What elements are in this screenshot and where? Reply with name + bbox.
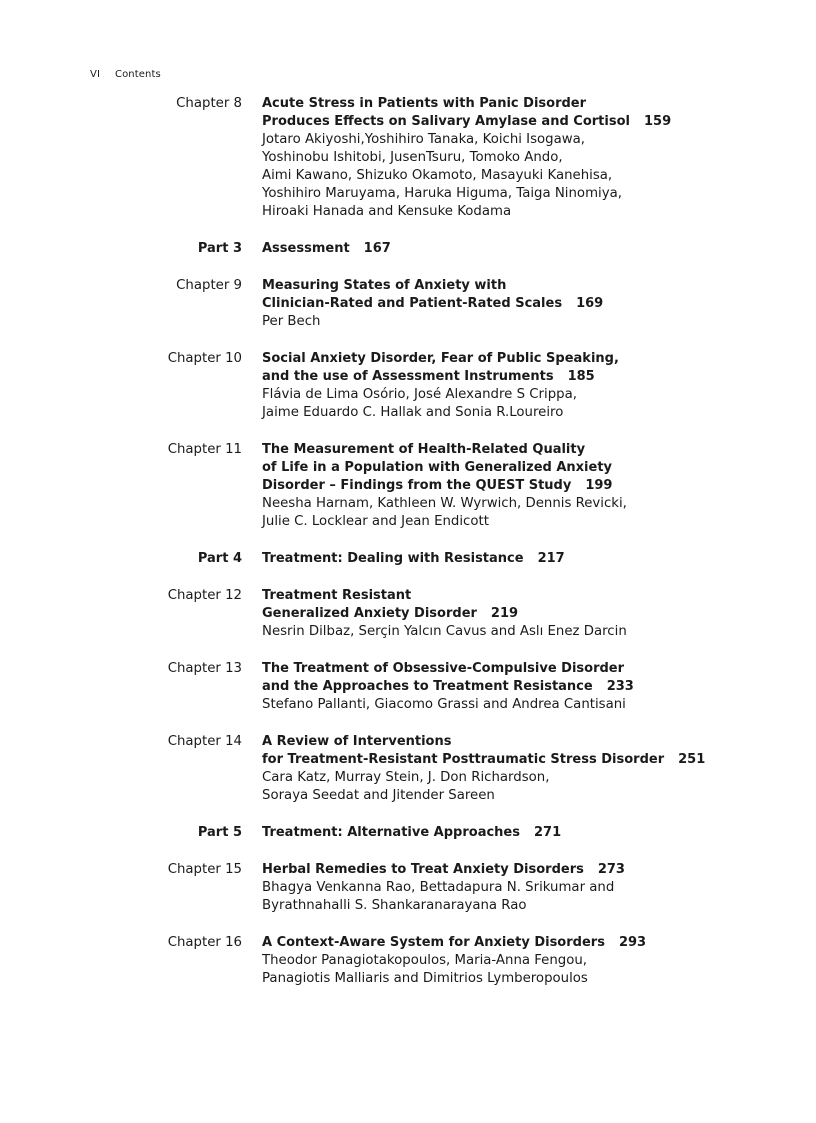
author-line: Nesrin Dilbaz, Serçin Yalcın Cavus and Aslı Enez Darcin — [262, 624, 627, 639]
page-number: 185 — [567, 369, 595, 384]
chapter-title — [262, 587, 732, 623]
title-line — [262, 295, 732, 313]
author-line: Bhagya Venkanna Rao, Bettadapura N. Srikumar and — [262, 880, 615, 895]
page-number: 233 — [606, 679, 634, 694]
part-label: Part 4 — [197, 551, 242, 566]
author-line: Yoshihiro Maruyama, Haruka Higuma, Taiga Ninomiya, — [262, 186, 622, 201]
chapter-title — [262, 277, 732, 313]
author-line: Julie C. Locklear and Jean Endicott — [262, 514, 489, 529]
title-line — [262, 605, 732, 623]
page-number: 167 — [363, 241, 391, 256]
chapter-authors — [262, 696, 732, 714]
author-line: Jaime Eduardo C. Hallak and Sonia R.Loureiro — [262, 405, 564, 420]
toc-chapter-entry — [0, 95, 816, 221]
page-number: 219 — [490, 606, 519, 621]
title-line — [262, 441, 732, 459]
title-line — [262, 95, 732, 113]
chapter-authors — [262, 879, 732, 915]
running-header-title: Contents — [115, 69, 161, 80]
toc-chapter-entry — [0, 660, 816, 714]
entry-content — [262, 350, 732, 422]
author-line: Soraya Seedat and Jitender Sareen — [262, 788, 495, 803]
part-title — [262, 240, 732, 258]
title-text: Produces Effects on Salivary Amylase and Cortisol — [262, 114, 630, 129]
entry-content — [262, 95, 732, 221]
toc-part-entry — [0, 824, 816, 842]
title-text: and the Approaches to Treatment Resistance — [262, 679, 593, 694]
chapter-label: Chapter 16 — [167, 935, 242, 950]
author-line: Stefano Pallanti, Giacomo Grassi and Andrea Cantisani — [262, 697, 626, 712]
chapter-title — [262, 861, 732, 879]
chapter-label: Chapter 9 — [176, 278, 242, 293]
title-line — [262, 751, 732, 769]
entry-content — [262, 824, 732, 842]
entry-content — [262, 733, 732, 805]
page-number: 273 — [597, 862, 625, 877]
author-line: Per Bech — [262, 314, 321, 329]
entry-content — [262, 441, 732, 531]
title-text: Treatment: Dealing with Resistance — [262, 551, 524, 566]
title-line — [262, 240, 732, 258]
author-line: Theodor Panagiotakopoulos, Maria-Anna Fengou, — [262, 953, 588, 968]
toc-chapter-entry — [0, 733, 816, 805]
chapter-authors — [262, 623, 732, 641]
title-text: The Treatment of Obsessive-Compulsive Disorder — [262, 661, 625, 676]
page-number: 199 — [585, 478, 613, 493]
chapter-title — [262, 441, 732, 495]
chapter-authors — [262, 131, 732, 221]
part-label: Part 3 — [197, 241, 242, 256]
title-line — [262, 660, 732, 678]
author-line: Yoshinobu Ishitobi, JusenTsuru, Tomoko Ando, — [262, 150, 563, 165]
chapter-title — [262, 95, 732, 131]
toc-part-entry — [0, 240, 816, 258]
part-title — [262, 550, 732, 568]
title-text: A Review of Interventions — [262, 734, 452, 749]
title-line — [262, 459, 732, 477]
toc-chapter-entry — [0, 277, 816, 331]
author-line: Byrathnahalli S. Shankaranarayana Rao — [262, 898, 527, 913]
title-text: Disorder – Findings from the QUEST Study — [262, 478, 572, 493]
page-number: 169 — [576, 296, 604, 311]
title-text: for Treatment-Resistant Posttraumatic Stress Disorder — [262, 752, 665, 767]
chapter-authors — [262, 495, 732, 531]
title-text: and the use of Assessment Instruments — [262, 369, 554, 384]
chapter-label: Chapter 15 — [167, 862, 242, 877]
chapter-title — [262, 733, 732, 769]
title-text: A Context-Aware System for Anxiety Disorders — [262, 935, 605, 950]
title-line — [262, 934, 732, 952]
entry-content — [262, 861, 732, 915]
title-line — [262, 477, 732, 495]
toc-part-entry — [0, 550, 816, 568]
title-line — [262, 678, 732, 696]
title-line — [262, 277, 732, 295]
title-text: Generalized Anxiety Disorder — [262, 606, 477, 621]
title-line — [262, 861, 732, 879]
part-label: Part 5 — [197, 825, 242, 840]
page-number: 217 — [537, 551, 565, 566]
toc-chapter-entry — [0, 587, 816, 641]
title-line — [262, 350, 732, 368]
chapter-label: Chapter 12 — [167, 588, 242, 603]
author-line: Jotaro Akiyoshi,Yoshihiro Tanaka, Koichi Isogawa, — [262, 132, 586, 147]
chapter-label: Chapter 13 — [167, 661, 242, 676]
author-line: Neesha Harnam, Kathleen W. Wyrwich, Dennis Revicki, — [262, 496, 627, 511]
toc-chapter-entry — [0, 861, 816, 915]
title-text: Measuring States of Anxiety with — [262, 278, 507, 293]
author-line: Aimi Kawano, Shizuko Okamoto, Masayuki Kanehisa, — [262, 168, 613, 183]
author-line: Cara Katz, Murray Stein, J. Don Richardson, — [262, 770, 550, 785]
chapter-title — [262, 350, 732, 386]
chapter-authors — [262, 769, 732, 805]
title-line — [262, 550, 732, 568]
author-line: Panagiotis Malliaris and Dimitrios Lymberopoulos — [262, 971, 588, 986]
title-text: Herbal Remedies to Treat Anxiety Disorders — [262, 862, 584, 877]
title-line — [262, 113, 732, 131]
author-line: Hiroaki Hanada and Kensuke Kodama — [262, 204, 512, 219]
entry-content — [262, 660, 732, 714]
title-text: The Measurement of Health-Related Quality — [262, 442, 586, 457]
entry-content — [262, 587, 732, 641]
part-title — [262, 824, 732, 842]
chapter-label: Chapter 8 — [176, 96, 242, 111]
entry-content — [262, 934, 732, 988]
entry-content — [262, 240, 732, 258]
entry-content — [262, 550, 732, 568]
page-number: 293 — [618, 935, 647, 950]
title-line — [262, 733, 732, 751]
title-line — [262, 587, 732, 605]
title-text: Clinician-Rated and Patient-Rated Scales — [262, 296, 563, 311]
toc-chapter-entry — [0, 350, 816, 422]
chapter-label: Chapter 10 — [167, 351, 242, 366]
title-line — [262, 368, 732, 386]
title-text: Treatment Resistant — [262, 588, 412, 603]
toc-chapter-entry — [0, 441, 816, 531]
chapter-label: Chapter 11 — [167, 442, 242, 457]
author-line: Flávia de Lima Osório, José Alexandre S Crippa, — [262, 387, 577, 402]
title-text: Assessment — [262, 241, 350, 256]
page-number: 159 — [643, 114, 672, 129]
title-text: of Life in a Population with Generalized Anxiety — [262, 460, 613, 475]
table-of-contents — [0, 95, 816, 1007]
toc-chapter-entry — [0, 934, 816, 988]
chapter-authors — [262, 386, 732, 422]
chapter-label: Chapter 14 — [167, 734, 242, 749]
title-text: Social Anxiety Disorder, Fear of Public Speaking, — [262, 351, 619, 366]
chapter-authors — [262, 952, 732, 988]
title-line — [262, 824, 732, 842]
title-text: Treatment: Alternative Approaches — [262, 825, 520, 840]
chapter-title — [262, 660, 732, 696]
running-header — [90, 69, 161, 80]
title-text: Acute Stress in Patients with Panic Disorder — [262, 96, 587, 111]
entry-content — [262, 277, 732, 331]
page-number: 251 — [678, 752, 706, 767]
page-folio: VI — [90, 69, 100, 80]
page-number: 271 — [534, 825, 562, 840]
chapter-authors — [262, 313, 732, 331]
chapter-title — [262, 934, 732, 952]
